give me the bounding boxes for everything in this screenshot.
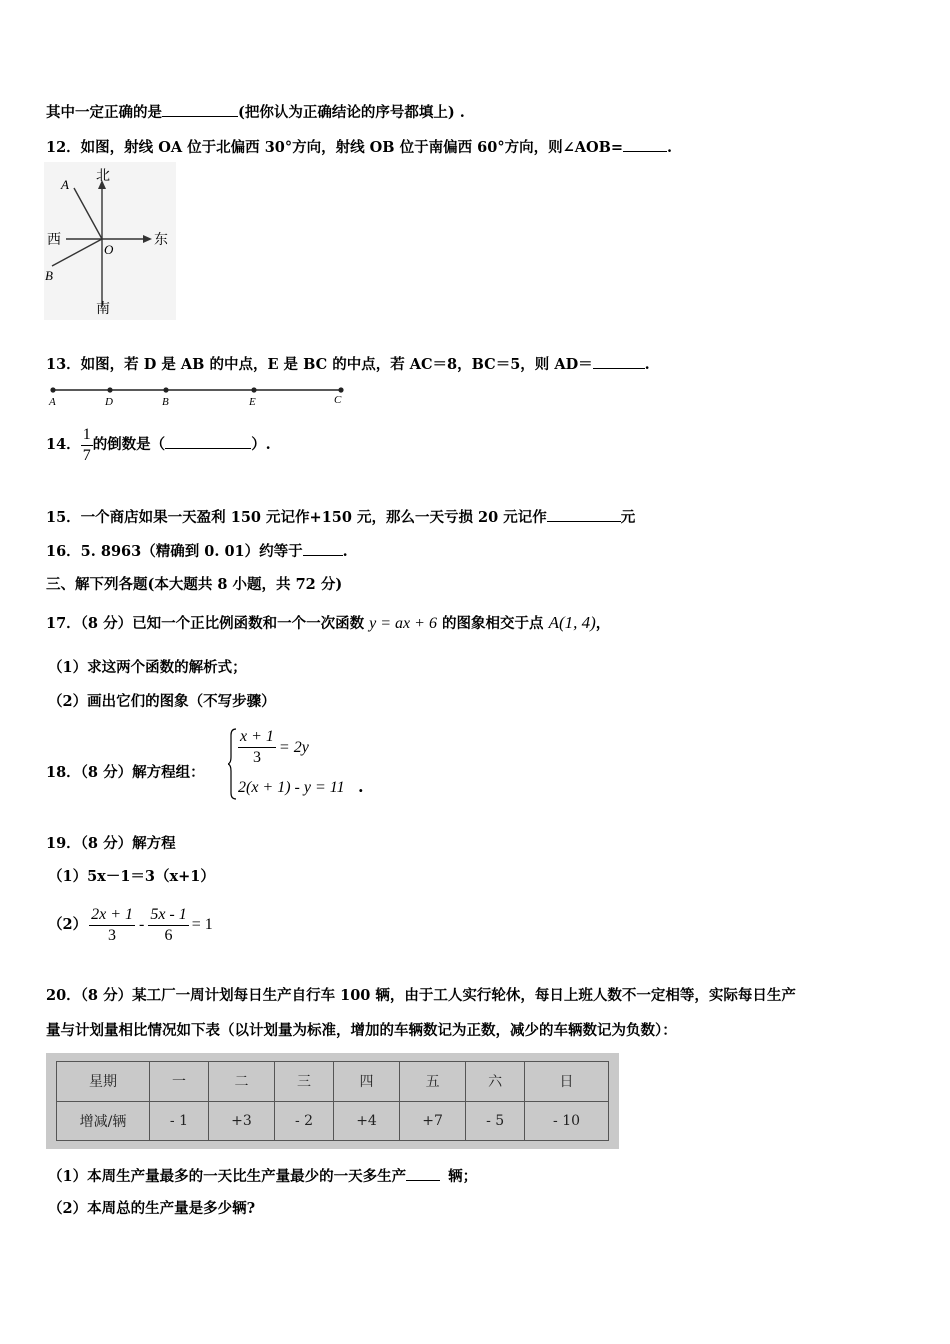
q20-sub1-blank[interactable] [406, 1166, 440, 1181]
q19-minus: - [139, 916, 145, 933]
point-c [338, 387, 343, 392]
q20-table-image [46, 1053, 619, 1149]
q18-eq1-rhs: = 2y [278, 738, 309, 756]
table-cell: - 10 [525, 1101, 609, 1141]
q17-sub2: （2）画出它们的图象（不写步骤） [48, 693, 276, 710]
table-cell: 三 [275, 1062, 334, 1102]
q18-label: 18．（8 分）解方程组： [46, 764, 205, 781]
q18-eq2: 2(x + 1) - y = 11 [238, 779, 345, 796]
point-a [50, 387, 55, 392]
table-cell: 一 [150, 1062, 209, 1102]
table-cell: 四 [333, 1062, 399, 1102]
q12-text: 12．如图，射线 OA 位于北偏西 30°方向，射线 OB 位于南偏西 60°方向，则∠AOB= [46, 139, 624, 156]
q13-line [46, 354, 650, 375]
fig-a-label: A [61, 177, 69, 192]
fig-west-label: 西 [47, 233, 61, 248]
table-header-row [57, 1062, 609, 1102]
q12-compass-figure [44, 162, 176, 320]
q15-text: 15．一个商店如果一天盈利 150 元记作+150 元，那么一天亏损 20 元记作 [46, 509, 547, 526]
q19-sub1-label: （1） [48, 868, 88, 885]
q11-text: 其中一定正确的是 [46, 104, 162, 121]
q17-mid: 的图象相交于点 [442, 615, 544, 632]
q14-number: 14． [46, 436, 81, 453]
q20-sub2: （2）本周总的生产量是多少辆? [48, 1200, 256, 1217]
table-cell: +3 [208, 1101, 274, 1141]
q17-text: 17．（8 分）已知一个正比例函数和一个一次函数 [46, 615, 365, 632]
q19-fraction-2 [148, 905, 188, 946]
q17-sub1: （1）求这两个函数的解析式； [48, 659, 247, 676]
q19-sub2-label: （2） [48, 916, 88, 933]
q19-f2-denominator: 6 [164, 926, 173, 944]
q11-line [46, 102, 465, 123]
q20-sub1-end: 辆； [448, 1168, 478, 1185]
label-a: A [49, 396, 56, 408]
q13-text: 13．如图，若 D 是 AB 的中点，E 是 BC 的中点，若 AC＝8，BC＝5，则 AD＝ [46, 356, 593, 373]
q19-sub2-line [48, 903, 213, 947]
q14-end: ）. [251, 436, 271, 453]
q14-text: 的倒数是（ [92, 436, 166, 453]
q19-label: 19．（8 分）解方程 [46, 835, 176, 852]
table-cell: +7 [400, 1101, 466, 1141]
q20-line2: 量与计划量相比情况如下表（以计划量为标准，增加的车辆数记为正数，减少的车辆数记为负数）： [46, 1022, 677, 1039]
q16-end: . [342, 543, 348, 560]
table-cell: - 1 [150, 1101, 209, 1141]
q13-blank[interactable] [593, 354, 645, 369]
fig-east-label: 东 [154, 233, 168, 248]
q15-line [46, 507, 635, 528]
fig-south-label: 南 [96, 302, 110, 317]
q18-eq1-fraction [238, 727, 276, 768]
q16-blank[interactable] [303, 541, 343, 556]
q17-function: y = ax + 6 [369, 615, 437, 632]
q16-line [46, 541, 348, 562]
point-d [107, 387, 112, 392]
label-d: D [105, 396, 113, 408]
q20-sub1-line [48, 1166, 477, 1187]
q18-brace [228, 727, 238, 801]
q17-end: ， [595, 615, 611, 632]
q15-blank[interactable] [547, 507, 621, 522]
q14-denominator: 7 [82, 446, 91, 464]
q13-end: . [644, 356, 650, 373]
q15-end: 元 [620, 509, 636, 526]
q19-f1-denominator: 3 [108, 926, 117, 944]
q11-blank[interactable] [162, 102, 238, 117]
q14-blank[interactable] [165, 434, 251, 449]
label-b: B [162, 396, 169, 408]
table-cell: 五 [400, 1062, 466, 1102]
q11-hint: (把你认为正确结论的序号都填上) . [238, 104, 465, 121]
table-cell: 星期 [57, 1062, 150, 1102]
q19-f1-numerator: 2x + 1 [89, 905, 135, 926]
q12-line [46, 137, 672, 158]
q19-rhs: = 1 [191, 916, 213, 933]
q19-sub1-line [48, 867, 215, 887]
label-e: E [249, 396, 256, 408]
section-3-heading: 三、解下列各题(本大题共 8 小题，共 72 分) [46, 576, 343, 593]
table-cell: 六 [466, 1062, 525, 1102]
point-b [163, 387, 168, 392]
point-e [251, 387, 256, 392]
q13-segment-figure [44, 381, 354, 409]
q20-table [56, 1061, 609, 1141]
q20-line1: 20．（8 分）某工厂一周计划每日生产自行车 100 辆，由于工人实行轮休，每日上班人数不一定相等，实际每日生产 [46, 987, 796, 1004]
q19-fraction-1 [89, 905, 135, 946]
q19-sub1-equation: 5x－1＝3（x+1） [87, 868, 215, 885]
fig-north-label: 北 [96, 169, 110, 184]
label-c: C [334, 394, 342, 406]
table-row [57, 1101, 609, 1141]
q12-end: . [667, 139, 673, 156]
table-cell: +4 [333, 1101, 399, 1141]
q20-sub1-text: （1）本周生产量最多的一天比生产量最少的一天多生产 [48, 1168, 407, 1185]
q19-f2-numerator: 5x - 1 [148, 905, 188, 926]
q16-text: 16．5. 8963（精确到 0. 01）约等于 [46, 543, 303, 560]
q17-line [46, 610, 610, 637]
table-cell: - 2 [275, 1101, 334, 1141]
q12-blank[interactable] [623, 137, 667, 152]
q18-equation-system [228, 727, 368, 803]
q18-end: . [358, 777, 364, 796]
fig-o-label: O [104, 242, 114, 257]
q14-line [46, 423, 271, 467]
q17-point: A(1, 4) [548, 613, 596, 632]
table-cell: 日 [525, 1062, 609, 1102]
table-cell: - 5 [466, 1101, 525, 1141]
fig-b-label: B [45, 268, 53, 283]
q18-eq1-numerator: x + 1 [238, 727, 276, 748]
q18-eq1-denominator: 3 [252, 749, 261, 766]
q14-fraction [81, 425, 93, 466]
q14-numerator: 1 [81, 425, 93, 446]
table-cell: 增减/辆 [57, 1101, 150, 1141]
table-cell: 二 [208, 1062, 274, 1102]
